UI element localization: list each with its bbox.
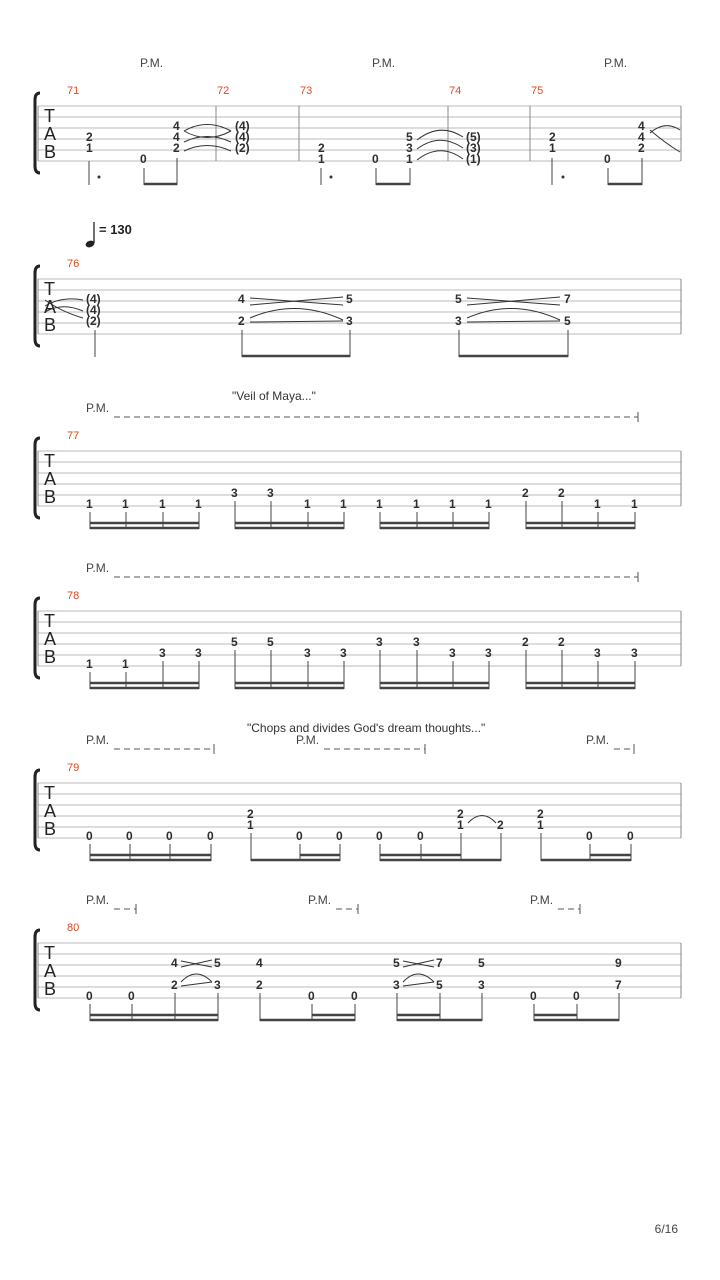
fret-number: 1 [457,818,464,832]
palm-mute-label: P.M. [296,733,320,747]
fret-number: 3 [195,646,202,660]
fret-number: 1 [406,152,413,166]
tab-clef-t: T [44,943,55,963]
tie-arc [468,816,496,824]
fret-number: 3 [159,646,166,660]
barlines [38,611,681,666]
tab-clef-a: A [44,961,57,981]
fret-number: 1 [86,141,93,155]
bar-number: 73 [300,85,313,97]
fret-number: 2 [247,807,254,821]
fret-number: 5 [455,292,462,306]
fret-number: 4 [171,956,178,970]
system-5 [35,721,681,861]
fret-number: (4) [86,303,101,317]
fret-number: 1 [485,497,492,511]
fret-number: 3 [346,314,353,328]
fret-number: 0 [128,989,135,1003]
fret-number: 5 [393,956,400,970]
fret-number: 3 [406,141,413,155]
system-4 [35,561,681,689]
fret-number: (2) [235,141,250,155]
fret-number: 0 [586,829,593,843]
fret-number: 3 [304,646,311,660]
fret-number: 3 [376,635,383,649]
fret-number: 1 [631,497,638,511]
palm-mute-label: P.M. [86,893,110,907]
tab-staff-lines [38,783,681,838]
tab-staff-lines [38,611,681,666]
bar-number: 75 [531,85,544,97]
fret-number: 5 [346,292,353,306]
rhythm-beams [90,683,635,688]
palm-mute-label: P.M. [586,733,610,747]
fret-number: 1 [413,497,420,511]
fret-number: 0 [296,829,303,843]
tab-staff-lines [38,451,681,506]
fret-number: 4 [173,119,180,133]
fret-number: 5 [231,635,238,649]
fret-number: 5 [564,314,571,328]
fret-number: 0 [376,829,383,843]
rhythm-beams [90,855,631,860]
fret-number: 0 [207,829,214,843]
fret-number: (4) [235,130,250,144]
tab-clef-a: A [44,124,57,144]
tab-clef-b: B [44,979,57,999]
fret-number: 2 [256,978,263,992]
tempo-value: = 130 [99,222,132,237]
fret-number: 3 [449,646,456,660]
fret-number: 0 [604,152,611,166]
fret-number: 2 [537,807,544,821]
rhythm-stems [90,501,635,529]
bar-number: 71 [67,85,80,97]
fret-number: (4) [235,119,250,133]
tab-clef-b: B [44,315,57,335]
fret-number: 3 [340,646,347,660]
fret-number: 1 [318,152,325,166]
fret-number: 2 [318,141,325,155]
fret-number: 0 [372,152,379,166]
tab-clef-a: A [44,629,57,649]
dotted-rhythm-marks [98,176,565,179]
palm-mute-label: P.M. [140,56,164,70]
tempo-marking [85,222,132,249]
tab-clef-b: B [44,142,57,162]
fret-number: 0 [166,829,173,843]
fret-number: 1 [159,497,166,511]
tab-clef-b: B [44,487,57,507]
bar-number: 74 [449,85,462,97]
barlines [38,106,681,161]
fret-number: 0 [336,829,343,843]
bar-number: 79 [67,762,80,774]
fret-number: 5 [436,978,443,992]
fret-number: 1 [195,497,202,511]
fret-number: 2 [549,130,556,144]
palm-mute-label: P.M. [372,56,396,70]
fret-number: (1) [466,152,481,166]
fret-number: 0 [573,989,580,1003]
fret-number: 2 [638,141,645,155]
fret-number: (4) [86,292,101,306]
fret-number: 4 [238,292,245,306]
bar-number: 80 [67,922,80,934]
fret-number: 1 [594,497,601,511]
fret-number: 9 [615,956,622,970]
tab-clef-a: A [44,801,57,821]
tab-clef-b: B [44,819,57,839]
fret-number: 2 [522,635,529,649]
bar-number: 72 [217,85,230,97]
fret-number: 2 [457,807,464,821]
fret-number: 2 [558,635,565,649]
fret-number: 3 [631,646,638,660]
system-2 [35,222,681,357]
palm-mute-label: P.M. [86,733,110,747]
fret-number: 0 [530,989,537,1003]
fret-number: 3 [413,635,420,649]
fret-number: 0 [86,989,93,1003]
palm-mute-label: P.M. [308,893,332,907]
fret-number: 1 [86,657,93,671]
lyric-text: "Veil of Maya..." [232,389,316,403]
fret-number: 1 [376,497,383,511]
fret-number: 0 [126,829,133,843]
palm-mute-label: P.M. [604,56,628,70]
fret-number: (5) [466,130,481,144]
fret-number: 1 [549,141,556,155]
system-1 [35,56,681,185]
fret-number: 1 [304,497,311,511]
fret-number: (3) [466,141,481,155]
bar-number: 78 [67,590,80,602]
fret-number: 1 [537,818,544,832]
tab-clef-a: A [44,469,57,489]
fret-number: 0 [627,829,634,843]
fret-number: 0 [140,152,147,166]
fret-number: 1 [340,497,347,511]
barlines [38,783,681,838]
fret-number: (2) [86,314,101,328]
fret-number: 7 [564,292,571,306]
fret-number: 4 [638,130,645,144]
rhythm-stems [89,158,642,185]
tab-clef-t: T [44,783,55,803]
fret-number: 3 [393,978,400,992]
fret-number: 4 [256,956,263,970]
palm-mute-label: P.M. [86,401,110,415]
system-3 [35,389,681,529]
fret-number: 3 [485,646,492,660]
fret-number: 2 [558,486,565,500]
fret-number: 1 [122,657,129,671]
palm-mute-label: P.M. [86,561,110,575]
bar-number: 77 [67,430,80,442]
fret-number: 7 [436,956,443,970]
fret-number: 1 [449,497,456,511]
fret-number: 0 [86,829,93,843]
fret-number: 4 [638,119,645,133]
palm-mute-label: P.M. [530,893,554,907]
fret-number: 2 [171,978,178,992]
bar-number: 76 [67,258,80,270]
system-6 [35,893,681,1021]
fret-number: 5 [214,956,221,970]
fret-number: 0 [417,829,424,843]
tab-staff-lines [38,279,681,334]
barlines [38,279,681,334]
tab-clef-t: T [44,611,55,631]
fret-number: 1 [247,818,254,832]
tab-clef-a: A [44,297,57,317]
tab-staff-lines [38,106,681,161]
tab-clef-b: B [44,647,57,667]
page-number: 6/16 [654,1222,678,1236]
fret-number: 2 [497,818,504,832]
barlines [38,451,681,506]
tab-clef-t: T [44,106,55,126]
fret-number: 2 [173,141,180,155]
fret-number: 5 [406,130,413,144]
tab-clef-t: T [44,279,55,299]
fret-number: 5 [478,956,485,970]
fret-number: 7 [615,978,622,992]
tab-clef-t: T [44,451,55,471]
rhythm-beams [90,523,635,528]
fret-number: 2 [238,314,245,328]
fret-number: 2 [522,486,529,500]
fret-number: 3 [214,978,221,992]
fret-number: 1 [122,497,129,511]
fret-number: 3 [267,486,274,500]
fret-number: 5 [267,635,274,649]
fret-number: 4 [173,130,180,144]
fret-number: 0 [308,989,315,1003]
fret-number: 3 [594,646,601,660]
fret-number: 1 [86,497,93,511]
fret-number: 2 [86,130,93,144]
fret-number: 0 [351,989,358,1003]
fret-number: 3 [478,978,485,992]
lyric-text: "Chops and divides God's dream thoughts..." [247,721,486,735]
fret-number: 3 [455,314,462,328]
fret-number: 3 [231,486,238,500]
